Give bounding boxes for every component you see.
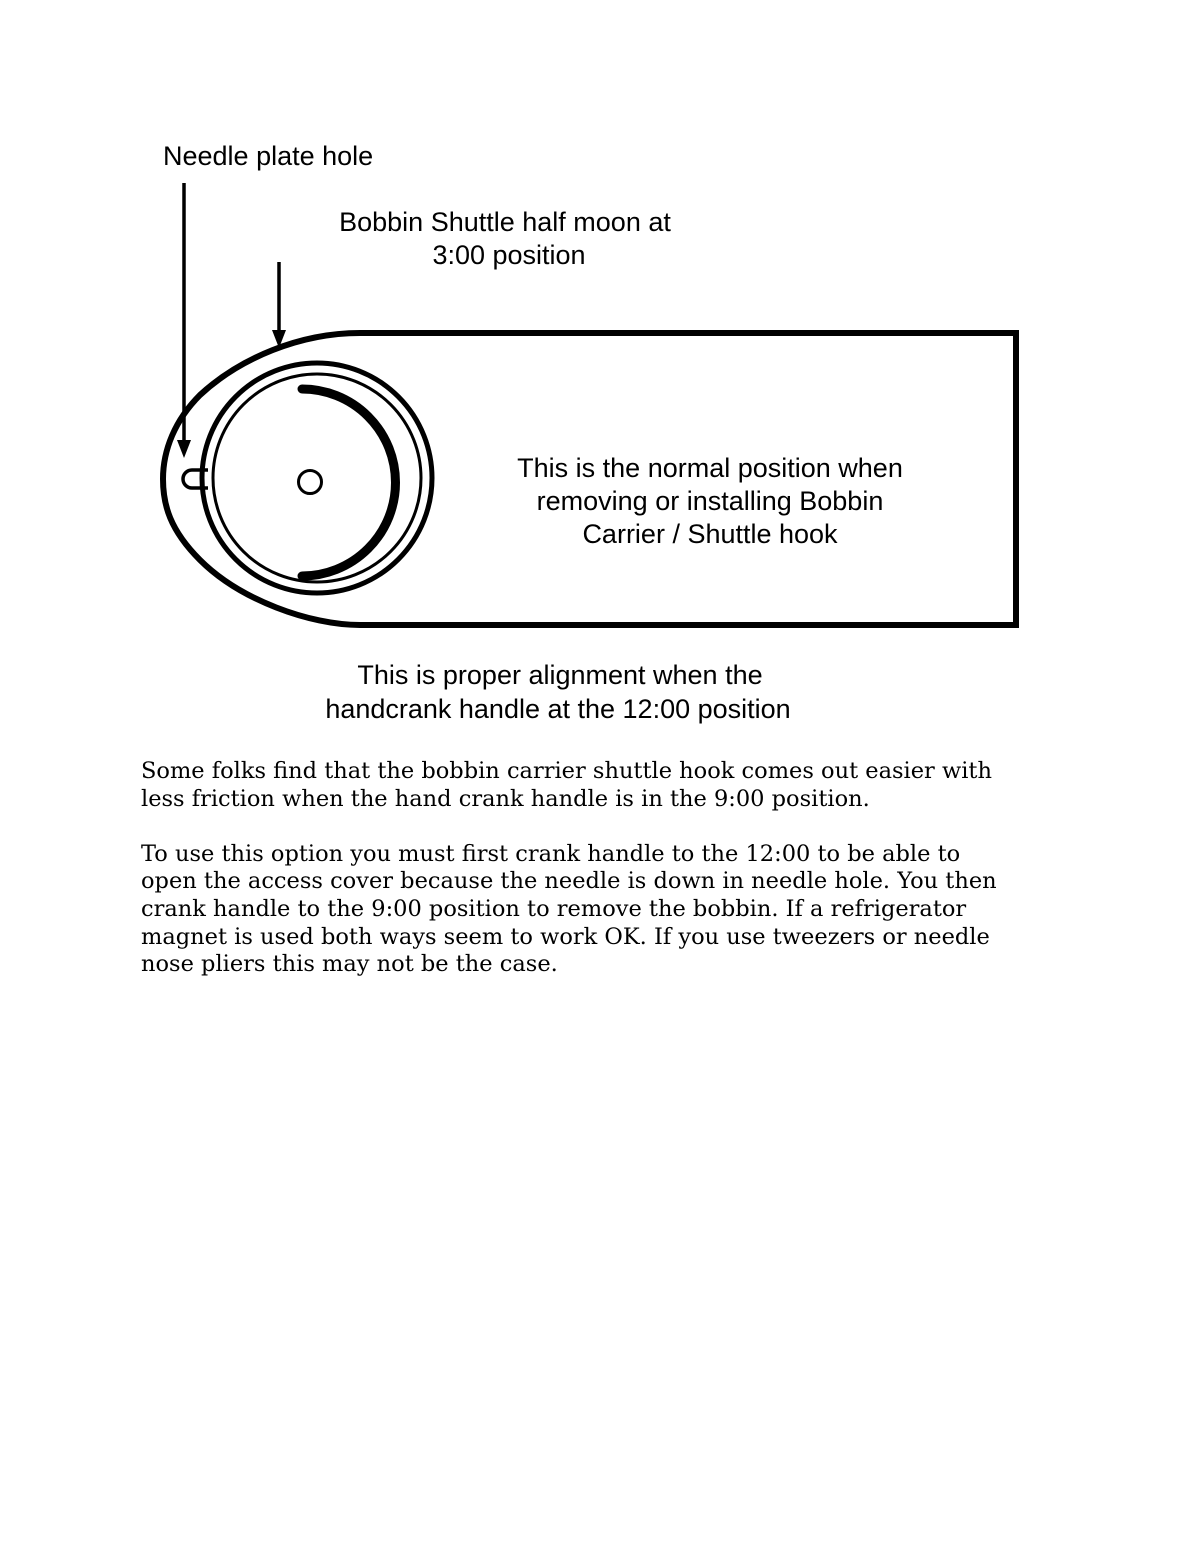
- normal-position-line2: removing or installing Bobbin: [536, 486, 884, 516]
- center-hole: [299, 471, 322, 494]
- normal-position-line1: This is the normal position when: [517, 453, 903, 483]
- bobbin-alignment-diagram: [0, 0, 1200, 760]
- body-text: [141, 758, 1071, 1006]
- paragraph-2: To use this option you must first crank handle to the 12:00 to be able to open the access cover because the needle is down in needle hole. You then crank handle to the 9:00 position to remove the bobbin. If a refrigerator magnet is used both ways seem to work OK. If you use tweezers or needle nose pliers this may not be the case.: [141, 840, 997, 978]
- needle-plate-hole-label: Needle plate hole: [163, 141, 374, 171]
- caption-line1: This is proper alignment when the: [357, 660, 763, 690]
- bobbin-shuttle-arrow: [272, 262, 286, 348]
- bobbin-shuttle-label-line2: 3:00 position: [432, 240, 586, 270]
- bobbin-shuttle-label-line1: Bobbin Shuttle half moon at: [339, 207, 671, 237]
- caption-line2: handcrank handle at the 12:00 position: [325, 694, 791, 724]
- paragraph-1: Some folks find that the bobbin carrier shuttle hook comes out easier with less friction when the hand crank handle is in the 9:00 position.: [141, 758, 992, 812]
- normal-position-line3: Carrier / Shuttle hook: [582, 519, 838, 549]
